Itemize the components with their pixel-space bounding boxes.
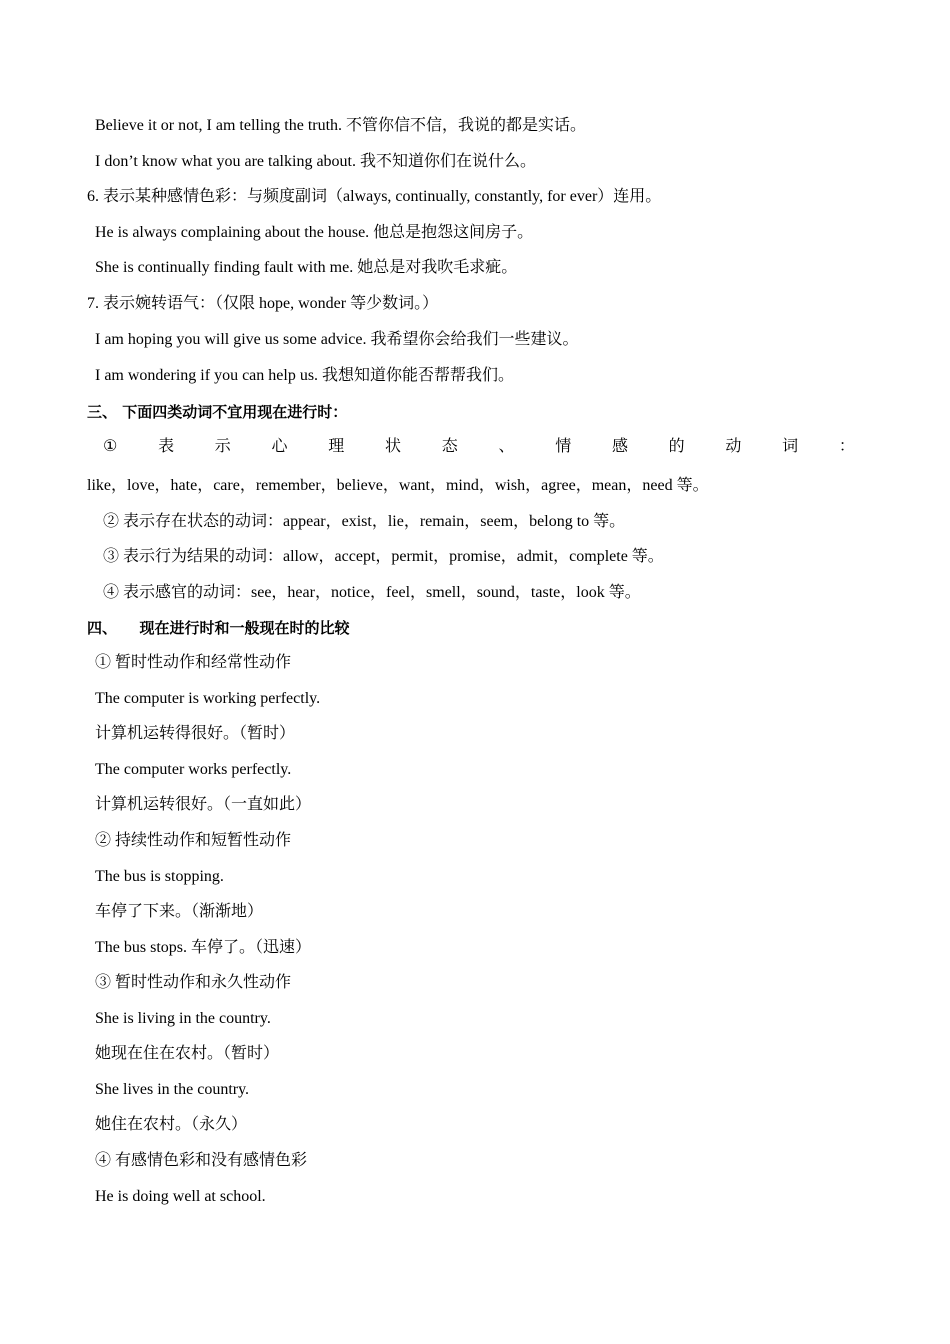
example-sentence: I am hoping you will give us some advice. 我希望你会给我们一些建议。 bbox=[95, 331, 579, 348]
justified-char: 的 bbox=[668, 438, 685, 455]
justified-char: 感 bbox=[611, 438, 628, 455]
verb-list: like，love，hate，care，remember，believe，want，mind，wish，agree，mean，need 等。 bbox=[87, 477, 709, 494]
section-heading-4: 四、 现在进行时和一般现在时的比较 bbox=[87, 619, 350, 637]
example-sentence: She is continually finding fault with me. 她总是对我吹毛求疵。 bbox=[95, 259, 518, 276]
comparison-heading: ② 持续性动作和短暂性动作 bbox=[95, 832, 292, 849]
justified-char: 情 bbox=[555, 438, 572, 455]
justified-char: 心 bbox=[271, 438, 288, 455]
translation: 车停了下来。（渐渐地） bbox=[95, 903, 264, 920]
section-heading-3: 三、 下面四类动词不宜用现在进行时： bbox=[87, 403, 348, 421]
example-sentence: The bus is stopping. bbox=[95, 868, 224, 885]
comparison-heading: ④ 有感情色彩和没有感情色彩 bbox=[95, 1152, 308, 1169]
verb-category: ② 表示存在状态的动词：appear，exist，lie，remain，seem，belong to 等。 bbox=[103, 513, 626, 530]
translation: 她现在住在农村。（暂时） bbox=[95, 1045, 280, 1062]
translation: 她住在农村。（永久） bbox=[95, 1116, 248, 1133]
justified-char: 状 bbox=[385, 438, 402, 455]
verb-category: ③ 表示行为结果的动词：allow，accept，permit，promise，admit，complete 等。 bbox=[103, 548, 664, 565]
example-sentence: He is doing well at school. bbox=[95, 1188, 266, 1205]
rule-heading-6: 6. 表示某种感情色彩：与频度副词（always, continually, constantly, for ever）连用。 bbox=[87, 188, 662, 205]
translation: 计算机运转得很好。（暂时） bbox=[95, 725, 296, 742]
example-sentence: She is living in the country. bbox=[95, 1010, 271, 1027]
example-sentence: The computer is working perfectly. bbox=[95, 690, 321, 707]
example-sentence: The bus stops. 车停了。（迅速） bbox=[95, 939, 312, 956]
example-sentence: She lives in the country. bbox=[95, 1081, 250, 1098]
justified-char: 示 bbox=[214, 438, 231, 455]
justified-char: 态 bbox=[441, 438, 458, 455]
comparison-heading: ① 暂时性动作和经常性动作 bbox=[95, 654, 292, 671]
justified-char: ： bbox=[838, 438, 855, 455]
justified-char: 理 bbox=[328, 438, 345, 455]
justified-char: 动 bbox=[725, 438, 742, 455]
justified-char: 表 bbox=[158, 438, 175, 455]
example-sentence: I am wondering if you can help us. 我想知道你能否帮帮我们。 bbox=[95, 367, 515, 384]
example-sentence: Believe it or not, I am telling the truth. 不管你信不信，我说的都是实话。 bbox=[95, 117, 587, 134]
comparison-heading: ③ 暂时性动作和永久性动作 bbox=[95, 974, 292, 991]
rule-heading-7: 7. 表示婉转语气：（仅限 hope, wonder 等少数词。） bbox=[87, 295, 439, 312]
verb-category: ④ 表示感官的动词：see，hear，notice，feel，smell，sound，taste，look 等。 bbox=[103, 584, 641, 601]
justified-line bbox=[103, 437, 855, 457]
example-sentence: I don’t know what you are talking about. 我不知道你们在说什么。 bbox=[95, 153, 536, 170]
example-sentence: The computer works perfectly. bbox=[95, 761, 292, 778]
translation: 计算机运转很好。（一直如此） bbox=[95, 796, 312, 813]
justified-char: 词 bbox=[782, 438, 799, 455]
justified-char: ① bbox=[103, 438, 118, 455]
justified-char: 、 bbox=[498, 438, 515, 455]
example-sentence: He is always complaining about the house. 他总是抱怨这间房子。 bbox=[95, 224, 534, 241]
